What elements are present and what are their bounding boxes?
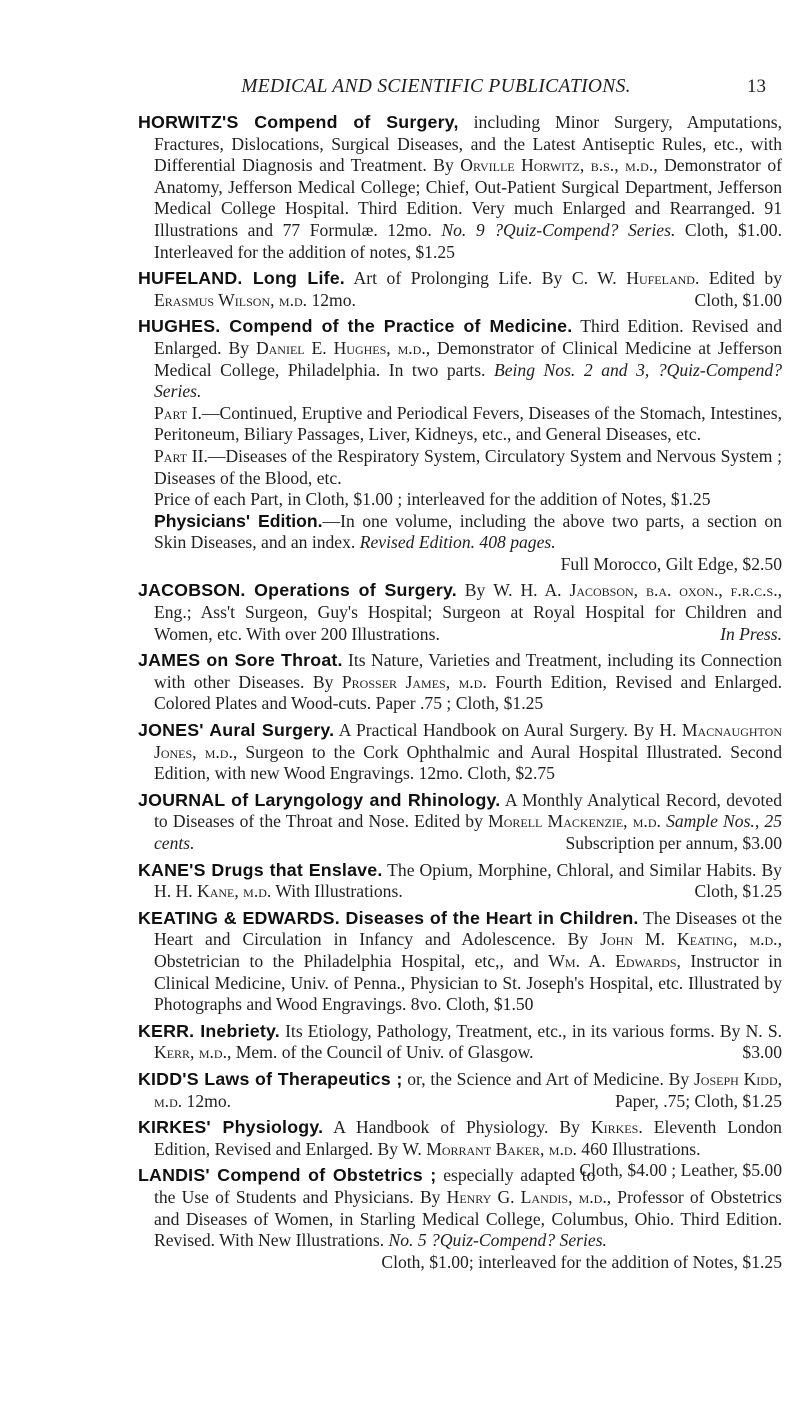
entry-text: The Diseases ot the Heart and Circulation in Infancy and Adolescence. By: [154, 907, 782, 950]
entry-price: Cloth, $1.25: [694, 881, 782, 902]
entry-editor: Erasmus Wilson, m.d.: [154, 289, 308, 310]
entry-text: , Demonstrator of Clinical Medicine at Jefferson Medical College, Philadelphia. In two parts.: [154, 337, 782, 380]
entry-title: KANE'S Drugs that Enslave.: [138, 859, 383, 880]
running-title: MEDICAL AND SCIENTIFIC PUBLICATIONS.: [241, 76, 631, 97]
entry-title: JAMES on Sore Throat.: [138, 650, 343, 671]
entry-text: Fourth Edition, Revised and Enlarged. Colored Plates and Wood-cuts. Paper .75 ; Cloth, $1.25: [154, 671, 782, 714]
entry-text: especially adapted to the Use of Students and Physicians. By: [154, 1165, 596, 1207]
entry-text: A Handbook of Physiology. By: [323, 1117, 591, 1138]
entry-author: Prosser James, m.d.: [341, 671, 487, 692]
entry-jacobson: [138, 580, 782, 645]
entry-text: , Eng.; Ass't Surgeon, Guy's Hospital; Surgeon at Royal Hospital for Children and Women, etc. With over 200 Illustrations.: [154, 580, 783, 644]
entry-title: KERR. Inebriety.: [138, 1020, 280, 1041]
entry-price-line: Price of each Part, in Cloth, $1.00 ; interleaved for the addition of Notes, $1.25: [154, 489, 711, 510]
entry-text: 460 Illustrations.: [576, 1138, 701, 1159]
entry-price: Subscription per annum, $3.00: [565, 833, 782, 853]
entry-price-text: Cloth, $1.00. Interleaved for the addition of notes, $1.25: [154, 219, 782, 262]
entry-text: By: [456, 580, 494, 601]
entry-author: H. Macnaughton Jones, m.d.: [154, 720, 783, 762]
entry-author: Joseph Kidd, m.d.: [154, 1068, 783, 1111]
entry-text: including Minor Surgery, Amputations, Fractures, Dislocations, Surgical Diseases, and the Latest Antiseptic Rules, etc., with Differential Diagnosis and Treatment. By: [154, 112, 782, 176]
entry-author: Kirkes.: [590, 1117, 643, 1138]
entry-text: Its Etiology, Pathology, Treatment, etc., in its various forms. By: [279, 1020, 746, 1041]
entry-title: HORWITZ'S Compend of Surgery,: [138, 112, 459, 132]
catalog-entries: [138, 112, 782, 1278]
entry-author: W. H. A. Jacobson, b.a. oxon., f.r.c.s.: [493, 580, 778, 601]
entry-text: A Practical Handbook on Aural Surgery. By: [334, 720, 660, 741]
entry-text: —In one volume, including the above two parts, a section on Skin Diseases, and an index.: [154, 510, 782, 553]
entry-text: The Opium, Morphine, Chloral, and Similar Habits. By: [382, 859, 782, 880]
entry-status: In Press.: [720, 623, 782, 644]
entry-title: HUFELAND. Long Life.: [138, 268, 345, 289]
entry-author: Henry G. Landis, m.d.: [446, 1186, 607, 1207]
entry-title: JONES' Aural Surgery.: [138, 720, 335, 741]
entry-text: 12mo.: [182, 1090, 232, 1111]
entry-journal: [138, 790, 782, 855]
entry-kane: [138, 860, 782, 903]
entry-kerr: [138, 1021, 782, 1064]
entry-horwitz: [138, 112, 782, 263]
entry-sample: Sample Nos., 25 cents.: [154, 811, 782, 853]
entry-author: Orville Horwitz, b.s., m.d.: [460, 155, 654, 176]
entry-text: , Surgeon to the Cork Ophthalmic and Aural Hospital Illustrated. Second Edition, with new Wood Engravings. 12mo. Cloth, $2.75: [154, 741, 782, 784]
entry-text: , Professor of Obstetrics and Diseases of Women, in Starling Medical College, Columbus, Ohio. Third Edition. Revised. With New Illustrations.: [154, 1186, 782, 1251]
revised-edition: Revised Edition. 408 pages.: [359, 532, 556, 553]
part-text: —Continued, Eruptive and Periodical Fevers, Diseases of the Stomach, Intestines, Peritoneum, Biliary Passages, Liver, Kidneys, etc., and General Diseases, etc.: [154, 402, 782, 445]
entry-jones: [138, 720, 782, 785]
entry-text: , Mem. of the Council of Univ. of Glasgow.: [226, 1042, 534, 1063]
entry-text: Its Nature, Varieties and Treatment, including its Connection with other Diseases. By: [154, 650, 782, 692]
entry-text: A Monthly Analytical Record, devoted to Diseases of the Throat and Nose. Edited by: [154, 789, 782, 832]
entry-title: LANDIS' Compend of Obstetrics ;: [138, 1165, 437, 1186]
part-text: —Diseases of the Respiratory System, Circulatory System and Nervous System ; Diseases of the Blood, etc.: [154, 445, 782, 488]
entry-text: 12mo.: [307, 289, 356, 310]
entry-text: Third Edition. Revised and Enlarged. By: [154, 316, 782, 358]
part-label: Part I.: [154, 402, 202, 423]
entry-text: Instructor in Clinical Medicine, Univ. of Penna., Physician to St. Joseph's Hospital, etc. Illustrated by Photographs and Wood Engravings. 8vo. Cloth, $1.50: [154, 950, 782, 1015]
entry-title: KEATING & EDWARDS. Diseases of the Heart in Children.: [138, 907, 639, 928]
physicians-edition-label: Physicians' Edition.: [154, 510, 323, 531]
entry-price: Full Morocco, Gilt Edge, $2.50: [560, 553, 782, 574]
entry-text: or, the Science and Art of Medicine. By: [402, 1068, 694, 1089]
entry-author: H. H. Kane, m.d.: [154, 881, 272, 902]
entry-author: John M. Keating, m.d.: [600, 929, 778, 950]
entry-author: N. S. Kerr, m.d.: [154, 1020, 782, 1063]
entry-text: Edited by: [699, 268, 783, 289]
entry-series: No. 9 ?Quiz-Compend? Series.: [441, 219, 676, 240]
entry-price: Cloth, $1.00; interleaved for the addition of Notes, $1.25: [381, 1251, 782, 1272]
entry-title: KIRKES' Physiology.: [138, 1117, 324, 1138]
entry-price: $3.00: [742, 1042, 782, 1063]
entry-text: Eleventh London Edition, Revised and Enlarged. By: [154, 1117, 782, 1159]
entry-hughes: [138, 316, 782, 575]
entry-author: C. W. Hufeland.: [571, 268, 700, 289]
entry-text: , Demonstrator of Anatomy, Jefferson Medical College; Chief, Out-Patient Surgical Department, Jefferson Medical College Hospital. Third Edition. Very much Enlarged and Rearranged. 91 Illustrations and 77 Formulæ. 12mo.: [154, 155, 782, 240]
entry-text: Art of Prolonging Life. By: [344, 268, 572, 289]
entry-james: [138, 650, 782, 715]
entry-price: Cloth, $1.00: [694, 289, 782, 310]
entry-price: Cloth, $4.00 ; Leather, $5.00: [579, 1160, 782, 1181]
entry-price: Paper, .75; Cloth, $1.25: [615, 1090, 782, 1111]
entry-author: Wm. A. Edwards,: [548, 950, 681, 971]
entry-editor: W. Morrant Baker, m.d.: [402, 1138, 577, 1159]
entry-author: Daniel E. Hughes, m.d.: [255, 337, 426, 358]
entry-text: , Obstetrician to the Philadelphia Hospital, etc,, and: [154, 929, 782, 971]
page-header: [140, 76, 780, 104]
entry-keating-edwards: [138, 908, 782, 1016]
entry-title: JACOBSON. Operations of Surgery.: [138, 580, 457, 601]
entry-editor: Morell Mackenzie, m.d.: [488, 811, 661, 832]
part-label: Part II.: [154, 445, 208, 466]
entry-title: KIDD'S Laws of Therapeutics ;: [138, 1068, 403, 1089]
page-number: 13: [747, 76, 766, 97]
entry-series: Being Nos. 2 and 3, ?Quiz-Compend? Series.: [154, 359, 782, 402]
entry-series: No. 5 ?Quiz-Compend? Series.: [388, 1230, 607, 1251]
entry-text: With Illustrations.: [271, 881, 403, 902]
entry-hufeland: [138, 268, 782, 311]
entry-title: HUGHES. Compend of the Practice of Medicine.: [138, 316, 573, 337]
entry-title: JOURNAL of Laryngology and Rhinology.: [138, 789, 501, 810]
entry-kidd: [138, 1069, 782, 1112]
